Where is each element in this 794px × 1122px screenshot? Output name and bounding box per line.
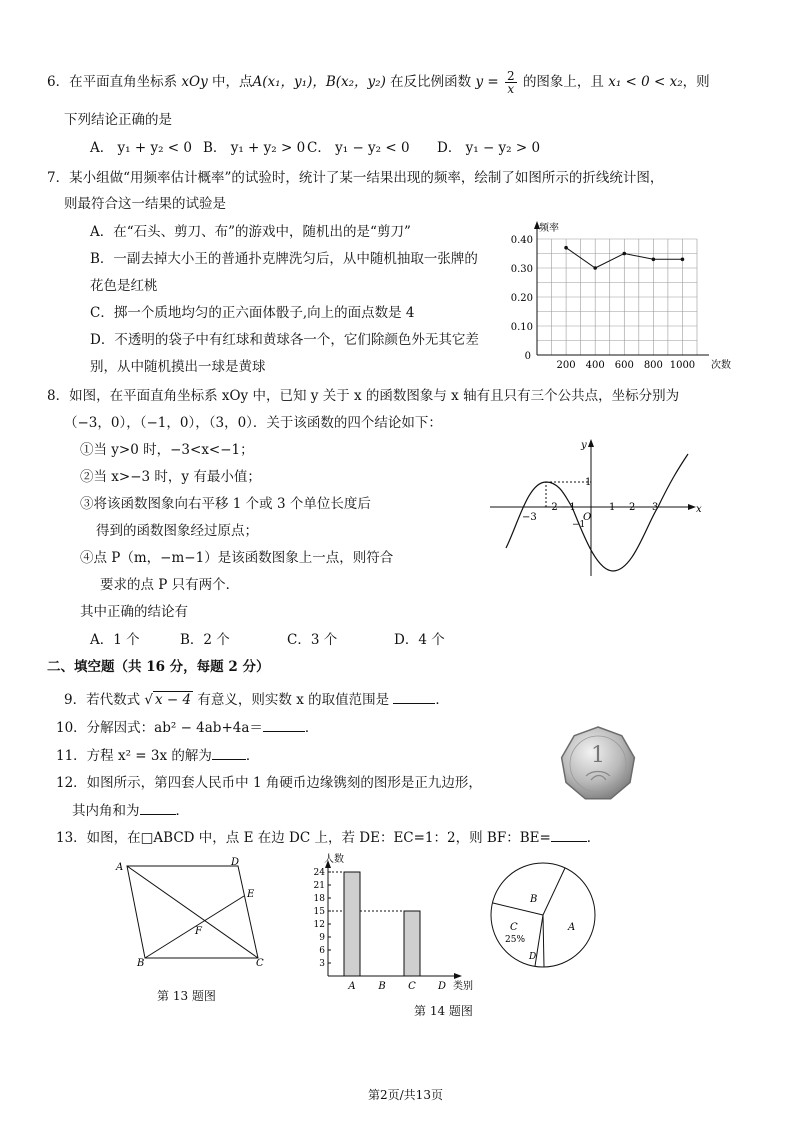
y-tick-label: 9 (319, 933, 325, 943)
q9-answer-blank[interactable] (393, 703, 435, 704)
fig14-pie-chart (488, 860, 598, 970)
q6-frac-den: x (507, 82, 515, 96)
q6-condition: x₁ < 0 < x₂ (608, 74, 683, 90)
q12-end: ． (175, 803, 189, 819)
q6-line1 (47, 70, 710, 95)
q9-radicand: x − 4 (155, 692, 192, 708)
x-tick-neg2: −2 (543, 502, 558, 513)
q12-line1: 12．如图所示，第四套人民币中 1 角硬币边缘镌刻的图形是正九边形， (56, 775, 482, 791)
x-axis-arrow-icon (454, 973, 462, 979)
q7-option-b2: 花色是红桃 (90, 278, 158, 294)
q9-sqrt: √ x − 4 (144, 692, 192, 708)
pie-label-c: C (510, 922, 518, 933)
x-tick-2: 2 (629, 502, 636, 513)
y-tick-label: 0.10 (510, 322, 533, 333)
q12-answer-blank[interactable] (140, 814, 176, 815)
q8-option-d: D．4 个 (394, 632, 445, 648)
q11 (56, 744, 259, 764)
data-point (622, 252, 626, 256)
y-tick-label: 3 (319, 959, 325, 969)
x-axis-label: x (696, 504, 702, 515)
data-point (564, 246, 568, 250)
label-c: C (256, 958, 264, 969)
y-tick-label: 0.20 (510, 293, 533, 304)
q6-number: 6． (47, 74, 70, 90)
q8-conclusion-4a: ④点 P（m，−m−1）是该函数图象上一点，则符合 (80, 550, 394, 566)
q10-text: 10．分解因式：ab² − 4ab+4a＝ (56, 720, 263, 736)
q6-option-d: D． y₁ − y₂ > 0 (437, 140, 541, 156)
x-tick-label: 1000 (669, 360, 696, 371)
origin-label: O (583, 512, 592, 523)
y-tick-label: 12 (313, 920, 325, 930)
y-tick-1: 1 (585, 477, 592, 488)
y-tick-label: 0.40 (510, 235, 533, 246)
q9-end: ． (435, 692, 449, 708)
label-e: E (247, 889, 255, 900)
bar-c (404, 911, 420, 976)
q7-option-a: A．在“石头、剪刀、布”的游戏中，随机出的是“剪刀” (90, 224, 411, 240)
q8-conclusion-3b: 得到的函数图象经过原点； (96, 523, 258, 539)
q8-conclusion-1: ①当 y>0 时，−3<x<−1； (80, 442, 254, 458)
q10 (56, 716, 318, 736)
q7-line1: 7．某小组做“用频率估计概率”的试验时，统计了某一结果出现的频率，绘制了如图所示的折线统计图， (47, 170, 664, 186)
y-tick-neg1: −1 (572, 520, 586, 530)
q8-line2: （−3，0），（−1，0），（3，0）．关于该函数的四个结论如下： (64, 415, 442, 431)
diagonal-ac (127, 866, 258, 958)
label-f: F (195, 926, 202, 937)
y-axis-title: 人数 (324, 854, 344, 865)
q12-line2 (72, 799, 189, 819)
q6-fraction (505, 70, 517, 95)
y-tick-label: 18 (313, 894, 325, 904)
q13-end: ． (586, 830, 601, 846)
data-point (593, 266, 597, 270)
q6-text-mid: 中，点 (212, 74, 253, 90)
q6-points: A(x₁，y₁)，B(x₂，y₂) (252, 74, 386, 90)
q8-conclusion-3a: ③将该函数图象向右平移 1 个或 3 个单位长度后 (80, 496, 371, 512)
q11-text: 11．方程 x² = 3x 的解为 (56, 748, 212, 764)
category-label: B (378, 981, 386, 992)
data-point (652, 258, 656, 262)
coin-denomination: 1 (591, 743, 605, 768)
label-a: A (116, 862, 124, 873)
q13-answer-blank[interactable] (551, 841, 587, 842)
origin-label: 0 (524, 351, 531, 362)
q6-coord-sys: xOy (181, 74, 208, 90)
y-axis-title: 频率 (539, 223, 559, 234)
y-tick-label: 21 (313, 881, 325, 891)
q11-end: ． (245, 748, 260, 764)
x-tick-3: 3 (652, 502, 659, 513)
y-axis-label: y (581, 440, 587, 451)
x-axis-title: 次数 (711, 360, 731, 371)
y-tick-label: 24 (313, 868, 325, 878)
q6-text-pre: 在平面直角坐标系 (69, 74, 178, 90)
q8-option-c: C．3 个 (287, 632, 338, 648)
x-tick-neg3: −3 (522, 512, 537, 523)
q7-option-b1: B．一副去掉大小王的普通扑克牌洗匀后，从中随机抽取一张牌的 (90, 251, 478, 267)
pie-label-25pct: 25% (505, 935, 526, 945)
bar-a (344, 872, 360, 976)
label-d: D (231, 857, 240, 868)
page-footer: 第2页/共13页 (368, 1088, 443, 1102)
fig13-parallelogram (110, 856, 280, 972)
q8-option-b: B．2 个 (180, 632, 230, 648)
q7-line2: 则最符合这一结果的试验是 (64, 196, 226, 212)
pie-label-d: D (529, 952, 537, 962)
fig13-caption: 第 13 题图 (157, 989, 216, 1003)
y-tick-label: 6 (319, 946, 325, 956)
q11-answer-blank[interactable] (212, 759, 246, 760)
q9-text-post: 有意义，则实数 x 的取值范围是 (197, 692, 390, 708)
q6-option-a: A． y₁ + y₂ < 0 (90, 140, 192, 156)
q13-text: 13．如图，在□ABCD 中，点 E 在边 DC 上，若 DE：EC=1：2，则 BF：BE= (56, 830, 551, 846)
q7-option-d1: D．不透明的袋子中有红球和黄球各一个，它们除颜色外无其它差 (90, 332, 479, 348)
pie-label-b: B (530, 894, 538, 905)
q10-end: ． (304, 720, 319, 736)
category-label: D (437, 981, 447, 992)
x-tick-1: 1 (609, 502, 616, 513)
label-b: B (137, 958, 145, 969)
q8-option-a: A．1 个 (90, 632, 140, 648)
fig14-bar-chart (308, 852, 473, 992)
x-tick-label: 400 (585, 360, 605, 371)
q6-option-b: B． y₁ + y₂ > 0 (203, 140, 306, 156)
q6-text-tail2: ，则 (682, 74, 710, 90)
q12-text: 其内角和为 (72, 803, 140, 819)
q7-option-c: C．掷一个质地均匀的正六面体骰子,向上的面点数是 4 (90, 305, 415, 321)
q8-ask: 其中正确的结论有 (80, 604, 188, 620)
q6-frac-num: 2 (507, 69, 515, 83)
y-tick-label: 15 (313, 907, 325, 917)
q8-line1: 8．如图，在平面直角坐标系 xOy 中，已知 y 关于 x 的函数图象与 x 轴有且只有三个公共点，坐标分别为 (47, 388, 680, 404)
x-tick-neg1: −1 (561, 502, 576, 513)
x-tick-label: 600 (614, 360, 634, 371)
x-axis-arrow-icon (688, 504, 696, 510)
q9 (64, 688, 449, 708)
data-point (681, 258, 685, 262)
q13 (56, 826, 600, 846)
q10-answer-blank[interactable] (263, 731, 305, 732)
coin-image (558, 724, 638, 804)
category-label: A (348, 981, 356, 992)
q6-line2: 下列结论正确的是 (64, 112, 172, 128)
q7-frequency-chart (505, 220, 735, 380)
y-tick-label: 0.30 (510, 264, 533, 275)
pie-divider-da (543, 915, 544, 967)
q6-option-c: C． y₁ − y₂ < 0 (307, 140, 410, 156)
pie-label-a: A (568, 922, 576, 933)
q8-function-graph (488, 436, 708, 581)
pie-divider-ab (543, 868, 565, 915)
q9-text-pre: 9．若代数式 (64, 692, 141, 708)
q6-text-post: 在反比例函数 (390, 74, 472, 90)
category-label: C (408, 981, 416, 992)
y-axis-arrow-icon (588, 439, 594, 447)
x-tick-label: 800 (643, 360, 663, 371)
fig14-caption: 第 14 题图 (414, 1004, 473, 1018)
q6-func-lhs: y = (475, 74, 499, 90)
x-axis-title: 类别 (453, 981, 473, 992)
q7-option-d2: 别，从中随机摸出一球是黄球 (90, 359, 266, 375)
q8-conclusion-2: ②当 x>−3 时，y 有最小值； (80, 469, 261, 485)
x-tick-label: 200 (556, 360, 576, 371)
q8-conclusion-4b: 要求的点 P 只有两个． (100, 577, 240, 593)
section-2-title: 二、填空题（共 16 分，每题 2 分） (47, 659, 270, 675)
q6-text-tail: 的图象上，且 (522, 74, 604, 90)
